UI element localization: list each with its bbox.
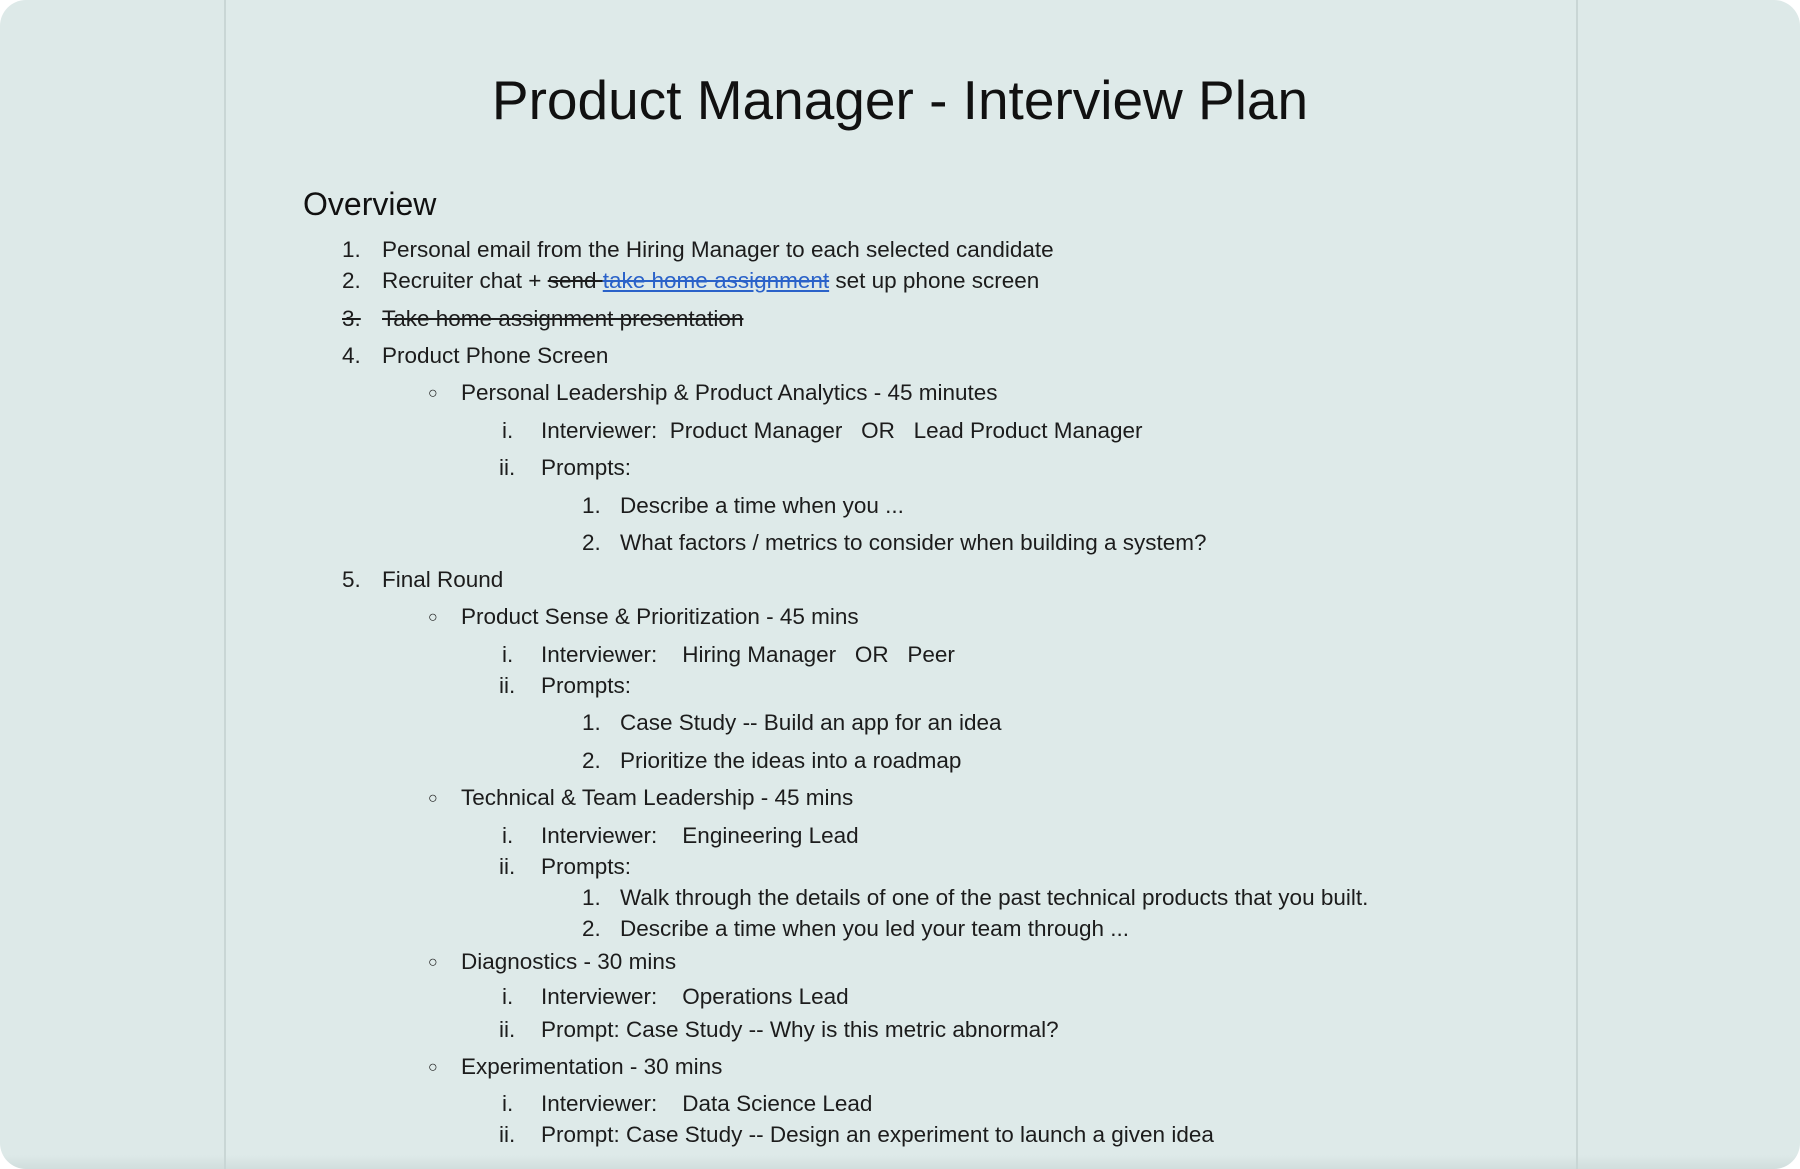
list-marker: 1. [342,237,361,262]
hollow-bullet-icon: ○ [428,790,438,807]
list-item: Interviewer: Hiring Manager OR Peer [541,642,955,667]
list-item [382,268,1039,294]
list-item-text: Recruiter chat + [382,268,548,293]
list-marker: i. [502,642,514,667]
section-heading-overview: Overview [303,186,437,222]
list-item: Product Phone Screen [382,343,609,368]
list-marker: ii. [499,1017,516,1042]
hollow-bullet-icon: ○ [428,609,438,626]
hollow-bullet-icon: ○ [428,385,438,402]
list-item: Final Round [382,567,504,592]
list-marker: 1. [582,493,601,518]
list-item: Diagnostics - 30 mins [461,949,677,974]
list-item: Prompt: Case Study -- Design an experiment to launch a given idea [541,1122,1214,1147]
list-item-text: send [547,268,603,293]
list-marker: 2. [582,916,601,941]
list-item: Describe a time when you led your team through ... [620,916,1130,941]
list-item: Prompts: [541,455,632,480]
list-item: Walk through the details of one of the past technical products that you built. [620,885,1369,910]
list-item: Personal email from the Hiring Manager to each selected candidate [382,237,1054,262]
list-item: Prioritize the ideas into a roadmap [620,748,962,773]
list-item: What factors / metrics to consider when building a system? [620,530,1207,555]
hollow-bullet-icon: ○ [428,954,438,971]
list-marker: ii. [499,1122,516,1147]
document-title: Product Manager - Interview Plan [491,69,1309,131]
list-marker: 4. [342,343,361,368]
list-marker: ii. [499,673,516,698]
list-item: Interviewer: Product Manager OR Lead Product Manager [541,418,1143,443]
list-item: Prompts: [541,854,632,879]
list-item: Case Study -- Build an app for an idea [620,710,1002,735]
list-marker: i. [502,418,514,443]
assignment-link[interactable]: take home assignment [602,268,830,293]
list-item: Take home assignment presentation [382,306,744,331]
list-item: Interviewer: Engineering Lead [541,823,859,848]
list-marker: 2. [342,268,361,293]
list-item: Interviewer: Operations Lead [541,984,849,1009]
list-marker: 3. [342,306,361,331]
list-marker: i. [502,984,514,1009]
list-item: Prompts: [541,673,632,698]
list-item: Prompt: Case Study -- Why is this metric abnormal? [541,1017,1059,1042]
list-item: Describe a time when you ... [620,493,904,518]
list-marker: i. [502,1091,514,1116]
bottom-shadow [0,1155,1800,1169]
list-item: Product Sense & Prioritization - 45 mins [461,604,859,629]
list-item-text: set up phone screen [829,268,1040,293]
list-marker: ii. [499,854,516,879]
list-marker: 2. [582,748,601,773]
hollow-bullet-icon: ○ [428,1059,438,1076]
list-item: Technical & Team Leadership - 45 mins [461,785,854,810]
list-marker: i. [502,823,514,848]
list-marker: 5. [342,567,361,592]
list-item: Personal Leadership & Product Analytics - 45 minutes [461,380,998,405]
list-marker: 1. [582,710,601,735]
list-marker: 2. [582,530,601,555]
list-item: Experimentation - 30 mins [461,1054,723,1079]
list-marker: 1. [582,885,601,910]
list-item: Interviewer: Data Science Lead [541,1091,873,1116]
list-marker: ii. [499,455,516,480]
